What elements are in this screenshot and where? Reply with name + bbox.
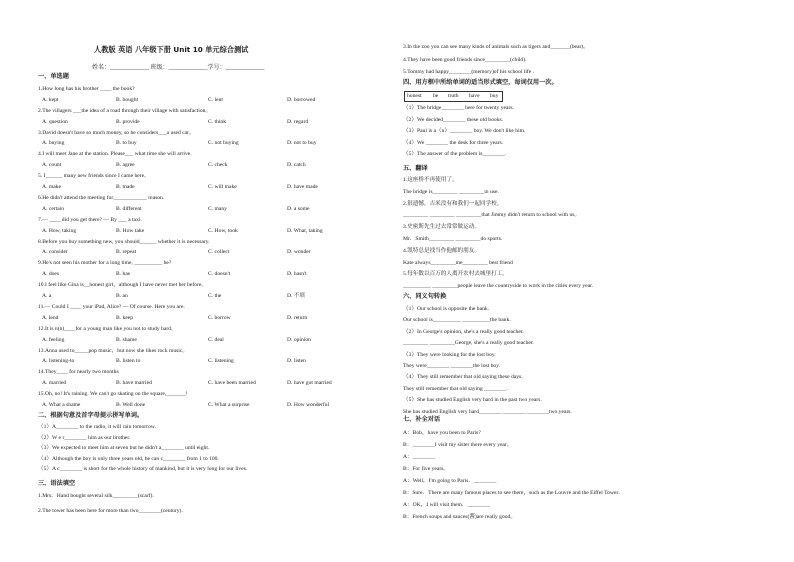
- answer-option: A. does: [42, 271, 60, 278]
- question-stem: 1.How long has his brother ____ the book?: [38, 86, 135, 92]
- answer-option: C. check: [208, 162, 228, 169]
- answer-option: A. feeling: [42, 336, 65, 343]
- answer-option: C. not buying: [208, 140, 239, 147]
- student-info-line: 姓名：_____________ 班级：_____________学号：_____________: [92, 65, 265, 71]
- fill-line: （3）Paul is a（n）________ boy. We don't like him.: [403, 128, 526, 134]
- question-stem: 14.They____ for nearly two months: [38, 369, 119, 376]
- answer-option: C. What a surprise: [208, 402, 250, 408]
- answer-option: A. listening-to: [42, 358, 75, 365]
- answer-option: A. consider: [42, 249, 68, 256]
- word-box: [404, 91, 503, 102]
- word-box-word: have: [469, 92, 480, 99]
- answer-option: D. regard: [287, 118, 309, 125]
- dialogue-line: A：OK，I will visit them．________: [403, 502, 490, 508]
- answer-option: A. lend: [42, 314, 59, 321]
- dialogue-line: A：Bob，have you been to Paris?: [403, 430, 481, 436]
- fill-line: （5）A c________ is short for the whole history of mankind, but it is very long for our lives.: [38, 466, 248, 472]
- answer-option: B. listen to: [116, 358, 141, 365]
- answer-option: D. have made: [287, 184, 318, 190]
- fill-line: Mr．Smith_________ _________do sports.: [403, 236, 503, 242]
- answer-option: D. hasn't: [287, 271, 307, 278]
- dialogue-line: B：Sure．There are many famous places to see there，such as the Louvre and the Eiffel Tower．: [403, 490, 624, 496]
- answer-option: D. return: [287, 314, 308, 321]
- fill-line: 2.The tower has been here for more than two________(century).: [38, 508, 183, 514]
- question-stem: 13.Anna used to_____pop music，but now she likes rock music。: [38, 347, 188, 354]
- question-stem: 6.He didn't attend the meeting for____________ reason.: [38, 195, 165, 201]
- fill-line: They were________ ________the lost boy.: [403, 363, 501, 369]
- answer-option: D. listen: [287, 358, 306, 365]
- answer-option: C. lent: [208, 96, 223, 103]
- answer-option: B. keep: [116, 314, 134, 321]
- question-stem: 9.He's not seen his mother for a long time, __________ he?: [38, 260, 172, 267]
- section-heading: 四、用方框中所给单词的适当形式填空，每词仅用一次。: [403, 79, 558, 86]
- answer-option: D. not to buy: [287, 140, 317, 147]
- answer-option: C. doesn't: [208, 271, 231, 278]
- answer-option: C. collect: [208, 249, 230, 256]
- answer-option: B. shame: [116, 336, 137, 343]
- answer-option: B. have married: [116, 380, 152, 387]
- answer-option: D. have got married: [287, 380, 332, 387]
- dialogue-line: B：________I visit my sister there every year。: [403, 442, 513, 448]
- answer-option: D. How wonderful: [287, 402, 330, 408]
- answer-option: D. What, taking: [287, 227, 323, 234]
- answer-option: C. borrow: [208, 314, 231, 321]
- fill-line: （4）Although the boy is only three years old, he can c________ from 1 to 100.: [38, 455, 219, 462]
- answer-option: B. Well done: [116, 402, 146, 408]
- question-stem: 10.I feel like Gina is__honest girl，although I have never met her before。: [38, 282, 208, 289]
- fill-line: 3.In the zoo you can see many kinds of animals such as tigers and_______(bear)。: [403, 44, 589, 50]
- section-heading: 七、补全对话: [403, 416, 441, 423]
- fill-line: 1.这座桥不再使用了。: [403, 177, 458, 183]
- answer-option: C. think: [208, 118, 227, 125]
- answer-option: A. married: [42, 380, 67, 387]
- question-stem: 7.— ____ did you get there? — By ___ a taxi.: [38, 216, 142, 223]
- fill-line: 5.每年数以百万的人离开农村去城里打工。: [403, 271, 508, 278]
- word-box-word: be: [433, 92, 439, 99]
- fill-line: They still remember that old saying ________.: [403, 385, 508, 392]
- section-heading: 二、根据句意及首字母提示拼写单词。: [38, 412, 144, 419]
- section-heading: 五、翻译: [403, 165, 428, 172]
- answer-option: D. catch: [287, 162, 306, 169]
- dialogue-line: A：________: [403, 454, 436, 460]
- fill-line: （3）They were looking for the lost boy.: [403, 351, 496, 358]
- question-stem: 12.It is n(n)____for a young man like you not to study hard。: [38, 325, 177, 332]
- dialogue-line: B：French soups and sauces(酱)are really good。: [403, 514, 516, 520]
- answer-option: B. bought: [116, 96, 139, 103]
- fill-line: （1）The bridge________ here for twenty years.: [403, 105, 514, 111]
- answer-option: A. a: [42, 293, 52, 299]
- answer-option: C. have been married: [208, 380, 256, 387]
- fill-line: （2）W e r________ him as our brother.: [38, 434, 131, 441]
- answer-option: C. many: [208, 205, 227, 212]
- dialogue-line: A：Well，I'm going to Paris．________: [403, 478, 497, 484]
- fill-line: 2.很遗憾，吉米没有和我们一起回学校。: [403, 200, 503, 207]
- fill-line: 5.Tommy had happy________(memory)of his school life .: [403, 69, 535, 75]
- answer-option: B. to buy: [116, 140, 137, 147]
- answer-option: B. an: [116, 293, 128, 299]
- fill-line: （4）They still remember that old saying these days.: [403, 374, 523, 381]
- fill-line: 4.They have been good friends since_________(child).: [403, 56, 527, 63]
- question-stem: 4.I will meet Jane at the station. Please___ what time she will arrive.: [38, 151, 192, 158]
- answer-option: B. different: [116, 205, 142, 212]
- fill-line: 1.Mrs．Hand bought several silk_________(scarf).: [38, 493, 154, 499]
- answer-option: A. certain: [42, 205, 65, 212]
- fill-line: （4）We ________ the desk for three years.: [403, 139, 504, 146]
- question-stem: 15.Oh, no! It's raining. We can't go skating on the square,_______!: [38, 391, 188, 398]
- fill-line: （2）We decided________ these old books.: [403, 116, 504, 123]
- answer-option: B. repeat: [116, 249, 137, 256]
- page-title: 人教版 英语 八年级下册 Unit 10 单元综合测试: [94, 45, 249, 54]
- answer-option: B. made: [116, 184, 135, 190]
- fill-line: （1）A________ to the radio, it will rain tomorrow.: [38, 424, 156, 430]
- answer-option: D. 不填: [287, 293, 306, 299]
- fill-line: （2）In George's opinion, she's a really good teacher.: [403, 328, 524, 335]
- dialogue-line: B：For five years。: [403, 466, 449, 472]
- answer-option: D. a some: [287, 205, 310, 212]
- fill-line: （1）Our school is opposite the bank.: [403, 306, 490, 312]
- answer-option: A. kept: [42, 96, 59, 103]
- fill-line: Kate always_________me_________ best friend: [403, 259, 513, 266]
- answer-option: A. buying: [42, 140, 65, 147]
- answer-option: C. How, took: [208, 227, 238, 234]
- section-heading: 六、同义句转换: [403, 293, 447, 300]
- answer-option: B. has: [116, 271, 130, 278]
- answer-option: C. deal: [208, 336, 224, 343]
- answer-option: B. provide: [116, 118, 140, 125]
- answer-option: C. listening: [208, 358, 234, 365]
- fill-line: （3）We expected to meet him at seven but he didn't a________ until eight.: [38, 445, 210, 451]
- answer-option: A. What a shame: [42, 402, 81, 408]
- answer-option: C. the: [208, 293, 222, 299]
- answer-option: D. opinion: [287, 336, 311, 343]
- section-heading: 一、单选题: [38, 73, 69, 80]
- fill-line: She has studied English very hard________ ________ ________two years.: [403, 408, 572, 415]
- fill-line: _________ _________George, she's a really good teacher.: [403, 340, 534, 347]
- fill-line: 4.凯特总是找当作他邮的朋友。: [403, 247, 480, 254]
- answer-option: A. count: [42, 162, 62, 169]
- answer-option: A. question: [42, 118, 68, 125]
- answer-option: A. How, taking: [42, 227, 77, 234]
- fill-line: The bridge is_________ _________in use.: [403, 188, 499, 195]
- answer-option: B. How take: [116, 227, 145, 234]
- word-box-word: buy: [490, 92, 499, 99]
- fill-line: （5）The answer of the problem is________.: [403, 151, 507, 157]
- answer-option: C. will make: [208, 184, 237, 190]
- answer-option: D. borrowed: [287, 96, 316, 103]
- word-box-word: honest: [407, 92, 422, 99]
- fill-line: _________ _________ _________that Jimmy didn't return to school with us。: [403, 212, 581, 219]
- word-box-word: truth: [448, 92, 459, 99]
- fill-line: Our school is__________ __________the bank.: [403, 317, 511, 324]
- fill-line: __________ _________people leave the countryside to work in the cities every year.: [403, 283, 594, 290]
- answer-option: A. make: [42, 184, 61, 190]
- question-stem: 8.Before you buy something new, you should______ whether it is necessary.: [38, 238, 210, 245]
- question-stem: 3.David doesn't have so much money, so he considers___a used car。: [38, 129, 195, 136]
- fill-line: 3.史密斯先生过去常常做运动。: [403, 224, 480, 231]
- section-heading: 三、语法填空: [38, 480, 76, 487]
- question-stem: 11.— Could I ____ your iPad, Alice? — Of course. Here you are.: [38, 304, 185, 310]
- question-stem: 2.The villagers ___the idea of a road through their village with satisfaction。: [38, 107, 212, 114]
- answer-option: B. agree: [116, 162, 135, 169]
- question-stem: 5. I______ many new friends since I came here。: [38, 173, 150, 180]
- answer-option: D. wonder: [287, 249, 311, 256]
- fill-line: （5）She has studied English very hard in the past two years.: [403, 397, 542, 404]
